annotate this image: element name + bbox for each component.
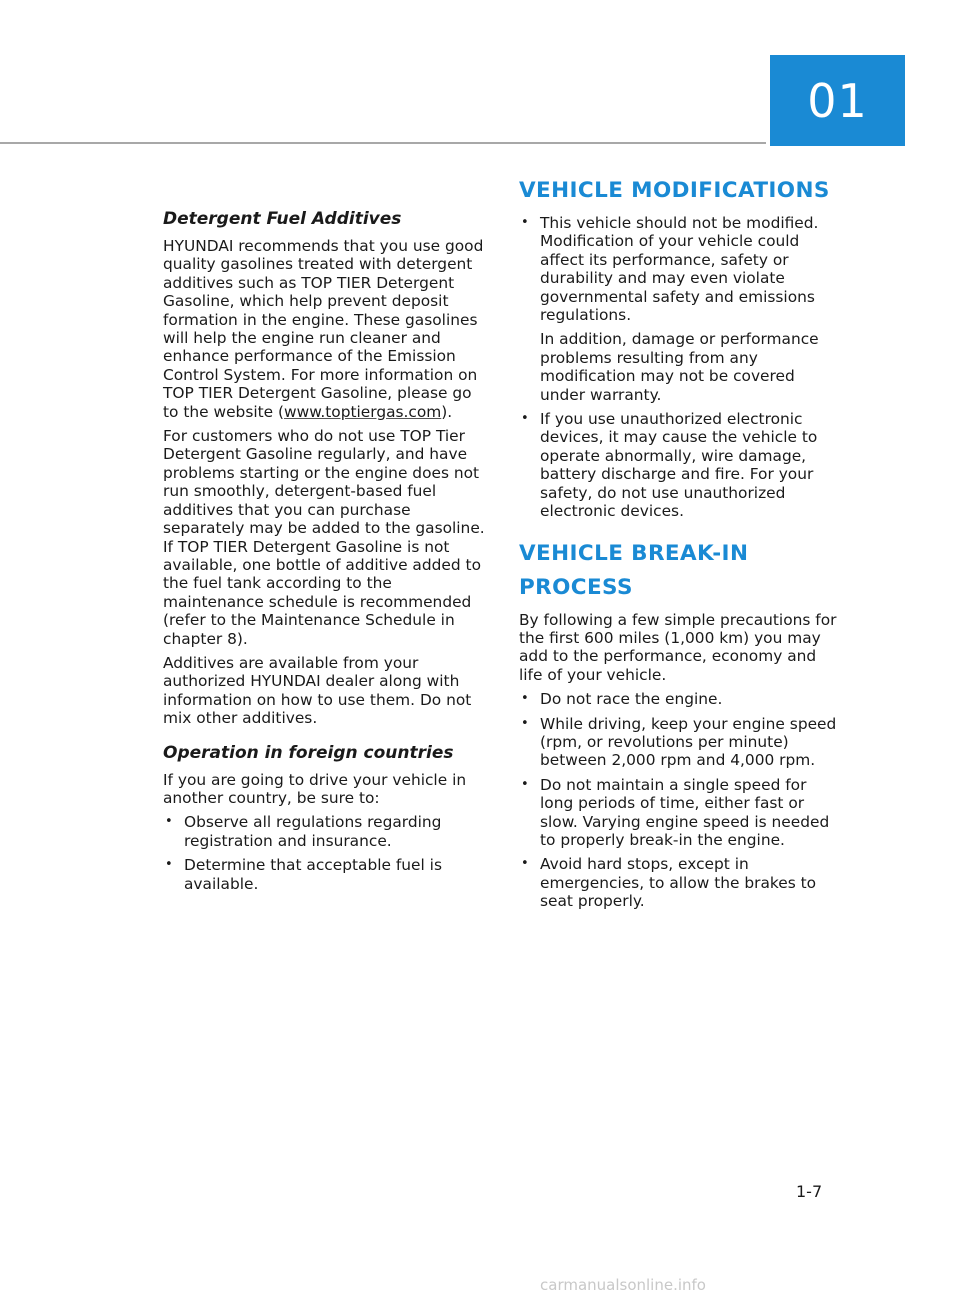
paragraph-dealer-additives: Additives are available from your authorized HYUNDAI dealer along with information on how to use them. Do not mix other additives. <box>163 653 472 728</box>
heading-detergent-fuel-additives: Detergent Fuel Additives <box>163 209 402 229</box>
website-link[interactable]: www.toptiergas.com <box>284 402 442 421</box>
foreign-bullets <box>163 813 488 893</box>
list-item: • Observe all regulations regarding registration and insurance. <box>163 813 488 850</box>
list-item: • While driving, keep your engine speed (rpm, or revolutions per minute) between 2,000 rpm and 4,000 rpm. <box>519 715 844 770</box>
list-item: • Do not race the engine. <box>519 690 844 708</box>
paragraph-fuel-additives: For customers who do not use TOP Tier Detergent Gasoline regularly, and have problems starting or the engine does not run smoothly, detergent-based fuel additives that you can purchase separately may be added to the gasoline. If TOP TIER Detergent Gasoline is not available, one bottle of additive added to the fuel tank according to the maintenance schedule is recommended (refer to the Maintenance Schedule in chapter 8). <box>163 427 485 648</box>
header-rule <box>0 142 766 144</box>
list-item: • This vehicle should not be modified. Modification of your vehicle could affect its performance, safety or durability and may even violate governmental safety and emissions regulations. In addition, damage or performance problems resulting from any modification may not be covered under warranty. <box>519 214 844 404</box>
list-item: • If you use unauthorized electronic devices, it may cause the vehicle to operate abnormally, wire damage, battery discharge and fire. For your safety, do not use unauthorized electronic devices. <box>519 410 844 520</box>
list-item: • Do not maintain a single speed for long periods of time, either fast or slow. Varying engine speed is needed to properly break-in the engine. <box>519 776 844 850</box>
heading-vehicle-modifications: VEHICLE MODIFICATIONS <box>519 178 830 203</box>
modification-bullets <box>519 214 844 521</box>
break-in-bullets <box>519 690 844 910</box>
paragraph-break-in-intro: By following a few simple precautions for the first 600 miles (1,000 km) you may add to the performance, economy and life of your vehicle. <box>519 610 837 684</box>
chapter-number: 01 <box>807 73 868 128</box>
heading-break-in-process: VEHICLE BREAK-IN PROCESS <box>519 540 749 600</box>
list-item: • Determine that acceptable fuel is available. <box>163 856 488 893</box>
left-column <box>163 208 488 899</box>
list-item: • Avoid hard stops, except in emergencies, to allow the brakes to seat properly. <box>519 855 844 910</box>
paragraph-foreign-intro: If you are going to drive your vehicle in another country, be sure to: <box>163 770 467 807</box>
watermark: carmanualsonline.info <box>540 1276 706 1294</box>
right-column <box>519 174 844 917</box>
chapter-tab <box>770 55 905 146</box>
paragraph-top-tier: HYUNDAI recommends that you use good quality gasolines treated with detergent additives such as TOP TIER Detergent Gasoline, which help prevent deposit formation in the engine. These gasolines will help the engine run cleaner and enhance performance of the Emission Control System. For more information on TOP TIER Detergent Gasoline, please go to the website (www.toptiergas.com). <box>163 237 484 421</box>
page-number: 1-7 <box>796 1182 823 1201</box>
heading-foreign-countries: Operation in foreign countries <box>163 742 454 763</box>
